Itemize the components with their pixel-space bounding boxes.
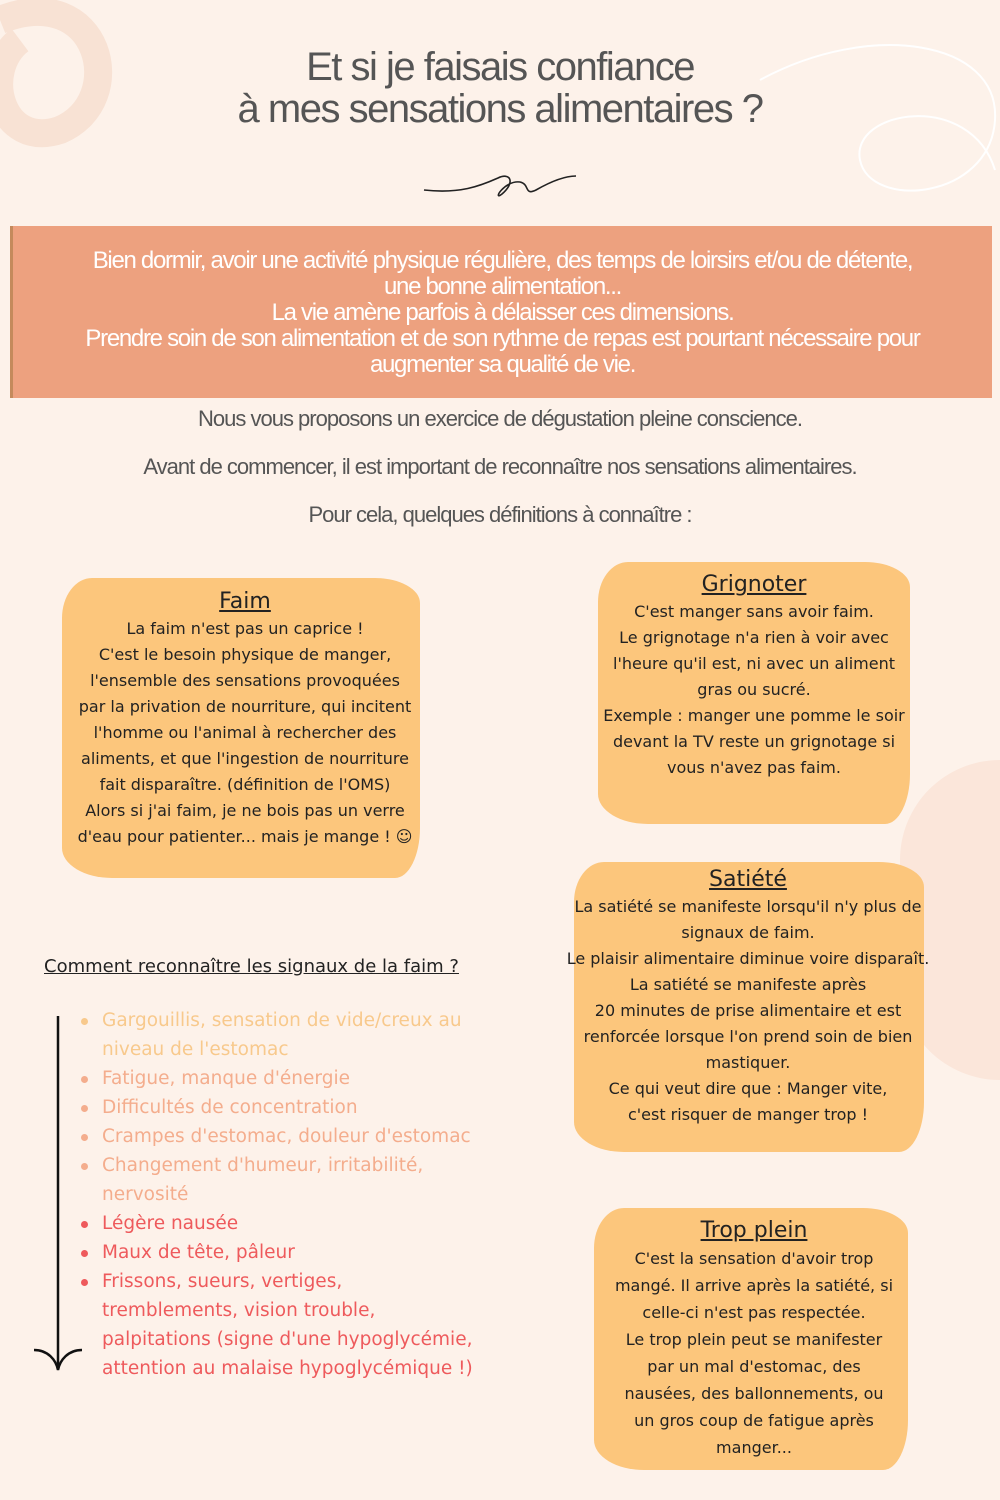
card-line: mangé. Il arrive après la satiété, si xyxy=(614,1276,894,1295)
card-line: un gros coup de fatigue après xyxy=(634,1411,874,1430)
page-title xyxy=(0,46,1000,130)
card-trop-plein xyxy=(594,1217,914,1461)
title-line-2: à mes sensations alimentaires ? xyxy=(237,87,763,131)
card-line: Le grignotage n'a rien à voir avec xyxy=(619,628,889,647)
card-line: C'est la sensation d'avoir trop xyxy=(634,1249,874,1268)
card-line: l'heure qu'il est, ni avec un aliment xyxy=(613,654,895,673)
card-line: Le plaisir alimentaire diminue voire disparaît. xyxy=(566,949,930,968)
card-line: gras ou sucré. xyxy=(697,680,811,699)
card-title: Satiété xyxy=(709,867,787,892)
card-line: renforcée lorsque l'on prend soin de bien xyxy=(583,1027,913,1046)
banner-line: La vie amène parfois à délaisser ces dimensions. xyxy=(271,299,734,326)
card-faim xyxy=(64,588,426,850)
intro-text: Nous vous proposons un exercice de dégustation pleine conscience. xyxy=(198,406,802,431)
card-line: aliments, et que l'ingestion de nourriture xyxy=(81,749,409,768)
banner-line: Prendre soin de son alimentation et de son rythme de repas est pourtant nécessaire pour xyxy=(85,325,920,352)
card-line: c'est risquer de manger trop ! xyxy=(627,1105,869,1124)
card-grignoter xyxy=(596,571,912,781)
card-line: par un mal d'estomac, des xyxy=(647,1357,861,1376)
hunger-signal-item: Maux de tête, pâleur xyxy=(78,1238,478,1267)
card-line: l'ensemble des sensations provoquées xyxy=(90,671,400,690)
hunger-signal-item: Frissons, sueurs, vertiges, tremblements, vision trouble, palpitations (signe d'une hypoglycémie, attention au malaise hypoglycémique !) xyxy=(78,1267,478,1383)
banner-line: une bonne alimentation... xyxy=(383,273,622,300)
intro-text: Avant de commencer, il est important de reconnaître nos sensations alimentaires. xyxy=(143,454,857,479)
swirl-divider-icon xyxy=(420,168,580,204)
hunger-signal-item: Crampes d'estomac, douleur d'estomac xyxy=(78,1122,478,1151)
banner-line: augmenter sa qualité de vie. xyxy=(369,351,636,378)
intro-text: Pour cela, quelques définitions à connaître : xyxy=(308,502,692,527)
card-satiete xyxy=(558,866,938,1128)
card-line: l'homme ou l'animal à rechercher des xyxy=(93,723,397,742)
card-line: mastiquer. xyxy=(705,1053,791,1072)
card-title: Trop plein xyxy=(700,1218,808,1243)
card-line: par la privation de nourriture, qui incitent xyxy=(78,697,412,716)
card-line: Ce qui veut dire que : Manger vite, xyxy=(608,1079,888,1098)
card-line: La satiété se manifeste après xyxy=(629,975,867,994)
card-line: Alors si j'ai faim, je ne bois pas un verre xyxy=(85,801,405,820)
title-line-1: Et si je faisais confiance xyxy=(306,45,694,89)
card-line: vous n'avez pas faim. xyxy=(667,758,841,777)
hunger-signal-item: Difficultés de concentration xyxy=(78,1093,478,1122)
card-line: La faim n'est pas un caprice ! xyxy=(126,619,364,638)
hunger-signal-item: Gargouillis, sensation de vide/creux au niveau de l'estomac xyxy=(78,1006,478,1064)
hunger-signals-list xyxy=(78,1006,478,1383)
card-line: celle-ci n'est pas respectée. xyxy=(642,1303,866,1322)
card-line: nausées, des ballonnements, ou xyxy=(624,1384,884,1403)
banner-line: Bien dormir, avoir une activité physique régulière, des temps de loirsirs et/ou de détente, xyxy=(92,247,913,274)
card-line: La satiété se manifeste lorsqu'il n'y plus de xyxy=(574,897,922,916)
hunger-signal-item: Légère nausée xyxy=(78,1209,478,1238)
card-title: Grignoter xyxy=(701,572,807,597)
card-line: devant la TV reste un grignotage si xyxy=(612,732,896,751)
card-line: Le trop plein peut se manifester xyxy=(625,1330,883,1349)
card-title: Faim xyxy=(219,589,271,614)
intro-banner xyxy=(10,226,992,398)
card-line: C'est le besoin physique de manger, xyxy=(98,645,392,664)
card-line: d'eau pour patienter... mais je mange ! ☺ xyxy=(77,827,413,846)
signals-question: Comment reconnaître les signaux de la faim ? xyxy=(44,956,459,977)
card-line: Exemple : manger une pomme le soir xyxy=(603,706,905,725)
hunger-signal-item: Fatigue, manque d'énergie xyxy=(78,1064,478,1093)
card-line: 20 minutes de prise alimentaire et est xyxy=(594,1001,902,1020)
card-line: C'est manger sans avoir faim. xyxy=(634,602,874,621)
hunger-signal-item: Changement d'humeur, irritabilité, nervosité xyxy=(78,1151,478,1209)
card-line: fait disparaître. (définition de l'OMS) xyxy=(99,775,391,794)
card-line: manger... xyxy=(716,1438,792,1457)
card-line: signaux de faim. xyxy=(681,923,815,942)
